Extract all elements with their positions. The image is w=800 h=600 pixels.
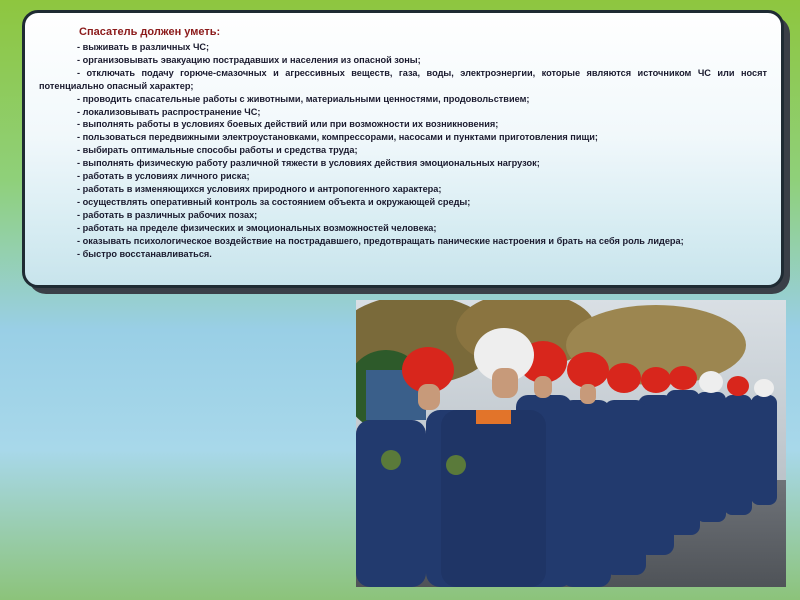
rescuers-photo	[356, 300, 786, 587]
skill-item: - работать в условиях личного риска;	[77, 171, 250, 182]
skill-item: - отключать подачу горюче-смазочных и агрессивных веществ, газа, воды, электроэнергии, которые являются источником ЧС или носят потенциально опасный характер;	[39, 67, 767, 91]
skill-item: - пользоваться передвижными электроустановками, компрессорами, насосами и пунктами приготовления пищи;	[77, 132, 598, 143]
skills-list	[39, 41, 767, 260]
skill-item: - проводить спасательные работы с животными, материальными ценностями, продовольствием;	[77, 93, 530, 104]
skill-item: - локализовывать распространение ЧС;	[77, 106, 261, 117]
text-card	[22, 10, 784, 288]
skill-item: - выполнять физическую работу различной тяжести в условиях действия эмоциональных нагрузок;	[77, 158, 540, 169]
skill-item: - работать в различных рабочих позах;	[77, 209, 258, 220]
skill-item: - выбирать оптимальные способы работы и средства труда;	[77, 145, 358, 156]
skill-item: - оказывать психологическое воздействие на пострадавшего, предотвращать панические настроения и брать на себя роль лидера;	[77, 235, 684, 246]
skill-item: - осуществлять оперативный контроль за состоянием объекта и окружающей среды;	[77, 196, 471, 207]
skill-item: - выполнять работы в условиях боевых действий или при возможности их возникновения;	[77, 119, 499, 130]
skill-item: - работать в изменяющихся условиях природного и антропогенного характера;	[77, 183, 442, 194]
card-heading: Спасатель должен уметь:	[79, 26, 221, 38]
skill-item: - работать на пределе физических и эмоциональных возможностей человека;	[77, 222, 437, 233]
skill-item: - быстро восстанавливаться.	[77, 248, 212, 259]
rescuers-illustration	[356, 300, 786, 587]
skill-item: - выживать в различных ЧС;	[77, 42, 210, 52]
skill-item: - организовывать эвакуацию пострадавших и населения из опасной зоны;	[77, 54, 421, 65]
